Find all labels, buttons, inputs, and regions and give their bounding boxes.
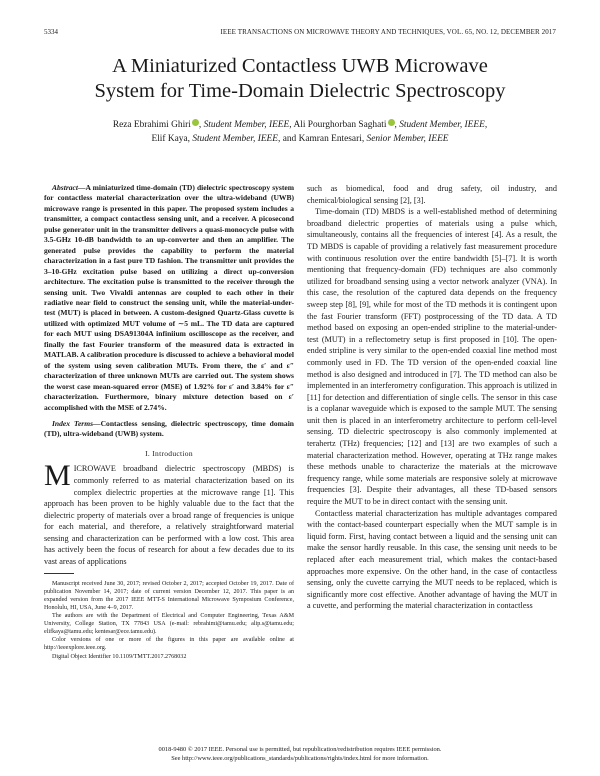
running-header [44,28,556,38]
author-name: Elif Kaya [151,134,188,144]
journal-header: IEEE TRANSACTIONS ON MICROWAVE THEORY AND TECHNIQUES, VOL. 65, NO. 12, DECEMBER 2017 [220,28,556,36]
intro-paragraph [44,459,294,567]
left-column [44,183,294,661]
body-paragraph: Contactless material characterization has multiple advantages compared with the contact-based counterpart especially when the MUT sample is in liquid form. First, having contact between a liquid and the sensing unit can make the sensor hardly reusable. In this case, the sensing unit needs to be replaced after each measurement trial, which makes the contact-based approaches more expensive. On the other hand, in the case of contactless sensing, only the cuvette carrying the MUT needs to be replaced, which is significantly more cost effective. Another advantage of having the MUT in a cuvette, and performing the material characterization in contactless [307,508,557,611]
body-paragraph: such as biomedical, food and drug safety, oil industry, and chemical/biological sensing [2], [3]. [307,184,557,205]
paper-title [44,54,556,104]
title-line-1: A Miniaturized Contactless UWB Microwave [112,55,488,77]
author-membership: Student Member, IEEE [399,120,485,130]
footnote: The authors are with the Department of Electrical and Computer Engineering, Texas A&M University, College Station, TX 77843 USA (e-mail: rebrahimi@tamu.edu; alip.s@tamu.edu; elifkaya@tamu.edu; kentesar@ece.tamu.edu). [44,613,294,636]
right-column [307,183,557,612]
author-list: Reza Ebrahimi Ghiri , Student Member, IEEE, Ali Pourghorban Saghati , Student Member, IEEE, Elif Kaya, Student Member, IEEE, and Kamran Entesari, Senior Member, IEEE [112,120,488,144]
copyright-notice [44,746,556,763]
page-number: 5334 [44,28,58,36]
footnote: Manuscript received June 30, 2017; revised October 2, 2017; accepted October 19, 2017. Date of publication November 14, 2017; date of current version December 12, 2017. This paper is an expanded version from the 2017 IEEE MTT-S International Microwave Symposium Conference, Honolulu, HI, USA, June 4–9, 2017. [44,580,294,611]
rights-link-line[interactable]: See http://www.ieee.org/publications_standards/publications/rights/index.html for more information. [171,754,429,762]
author-name: Reza Ebrahimi Ghiri [112,120,191,130]
body-paragraph: Time-domain (TD) MBDS is a well-established method of determining broadband dielectric properties of materials using a pulse which, simultaneously, contains all the frequencies of interest [4]. As a result, the TD MBDS is capable of providing a relatively fast measurement procedure with continuous resolution over the entire bandwidth [5]–[7]. It is worth mentioning that frequency-domain (FD) techniques are also commonly utilized for broadband sensing using a vector network analyzer (VNA). In this case, the resolution of the captured data depends on the frequency sweep step [8], [9], while for most of the TD methods it is contingent upon the fast Fourier transform (FFT) postprocessing of the TD data. A TD method based on exposing an open-ended stripline to the material-under-test (MUT) in a reflectometry setup is first proposed in [10]. The open-ended stripline is very similar to the open-ended coaxial line method most commonly used in FD. The TD version of the open-ended coaxial line method is also designed and introduced in [7]. The TD method can also be implemented in an interferometry configuration. This approach is utilized in [11] for detection and differentiation of single cells. The sensor in this case is a coplanar waveguide which is exposed to the sample MUT. The sensing unit then is placed in an interferometry architecture to perform cell-level sensing. TD dielectric spectroscopy is also commonly implemented at terahertz (THz) frequencies; [12] and [13] are two examples of such a material characterization method. However, operating at THz range makes these methods unable to characterize the materials at the microwave frequency range, while some materials are responsive solely at microwave frequencies [3]. Despite their advantages, all these TD-based sensors require the MUT to be in direct contact with the sensing unit. [307,207,557,507]
orcid-icon[interactable] [388,119,395,126]
footnote-rule [44,573,74,574]
author-membership: Senior Member, IEEE [366,134,449,144]
index-terms-text: Contactless sensing, dielectric spectroscopy, time domain (TD), ultra-wideband (UWB) system. [44,418,294,439]
index-terms-label: Index Terms— [52,418,101,428]
abstract-label: Abstract— [52,183,86,192]
abstract-text: A miniaturized time-domain (TD) dielectric spectroscopy system for contactless material characterization over the ultra-wideband (UWB) microwave range is presented in this paper. The proposed system includes a transmitter, a compact contactless sensing unit, and a receiver. A picosecond pulse generator unit in the transmitter delivers a quasi-monocycle pulse with 3.5-GHz 10-dB bandwidth to an up-converter and then an amplifier. The generated pulse provides the capability to perform the material characterization in a fast pure TD fashion. The transmitter unit provides the 3–10-GHz excitation pulse based on utilizing a direct up-conversion architecture. The excitation pulse is transmitted to the receiver through the sensing unit. Two Vivaldi antennas are coupled to each other in their radiative near field to construct the sensing unit, while the material-under-test (MUT) is placed in between. A custom-designed Quartz-Glass cuvette is utilized with optimized MUT volume of ∼5 mL. The TD data are captured for each MUT using DSA91304A infiniium oscilloscope as the receiver, and finally the fast Fourier transform of the measured data is extracted in MATLAB. A calibration procedure is discussed to achieve a behavioral model of the system using seven calibration MUTs. From there, the ε′ and ε″ characterization of three unknown MUTs are carried out. The system shows the worst case mean-squared error (MSE) of 1.92% for ε′ and 3.84% for ε″ characterization. Furthermore, binary mixture detection based on ε′ accomplished with the MSE of 2.74%. [44,183,294,412]
abstract [44,183,294,413]
section-heading: I. Introduction [145,448,193,458]
author-name: Ali Pourghorban Saghati [293,120,387,130]
author-membership: Student Member, IEEE [192,134,278,144]
orcid-icon[interactable] [192,119,199,126]
copyright-line: 0018-9480 © 2017 IEEE. Personal use is permitted, but republication/redistribution requires IEEE permission. [158,746,442,753]
author-membership: Student Member, IEEE [203,120,290,130]
author-name: and Kamran Entesari [282,134,362,144]
footnote-doi: Digital Object Identifier 10.1109/TMTT.2017.2768032 [52,653,187,660]
title-line-2: System for Time-Domain Dielectric Spectroscopy [94,80,506,102]
drop-cap: M [44,459,71,493]
footnote: Color versions of one or more of the figures in this paper are available online at http://ieeexplore.ieee.org. [44,637,294,652]
index-terms [44,419,294,440]
intro-text: ICROWAVE broadband dielectric spectroscopy (MBDS) is commonly referred to as material characterization based on its complex dielectric properties at the microwave range [1]. This approach has been proven to be highly valuable due to the fact that the dielectric property of materials over a broad range of frequencies is unique for each material, and therefore, a relatively straightforward material sensing and characterization can be performed with a low cost. This area has actively been the focus of research for about a few decades due to its vast areas of applications [44,464,294,567]
